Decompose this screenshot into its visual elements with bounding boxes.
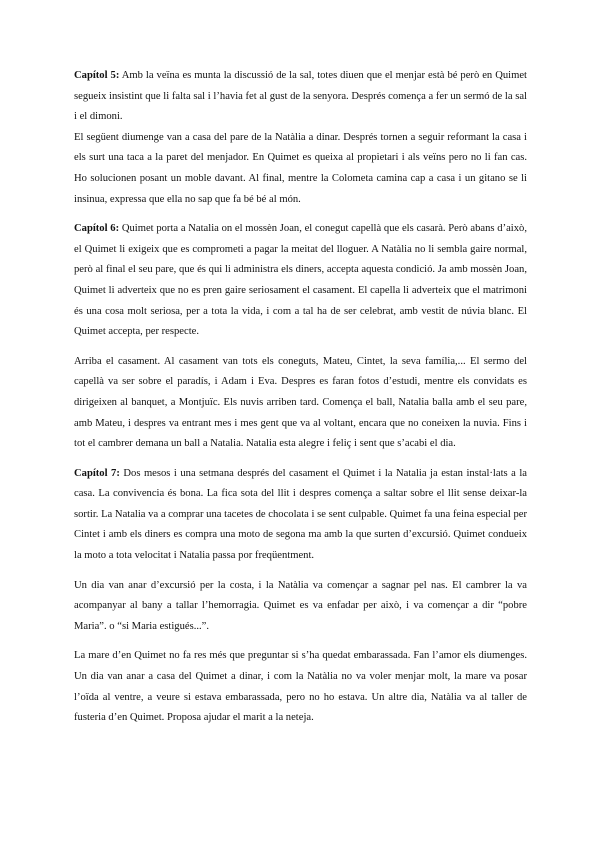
paragraph-4 [74,352,527,455]
document-body [74,66,527,729]
paragraph-text: Dos mesos i una setmana després del casament el Quimet i la Natalia ja estan instal·lats a la casa. La convivencia és bona. La fica sota del llit i despres comença a saltar sobre el llit sense deixar-la sortir. La Natalia va a comprar una tacetes de chocolata i se sent culpable. Quimet fa una feina especial per Cintet i amb els diners es compra una moto de segona ma amb la que surten d’excursió. Quimet condueix la moto a tota velocitat i Natalia passa por freqüentment. [74,467,527,562]
paragraph-3 [74,219,527,343]
paragraph-text: Amb la veïna es munta la discussió de la sal, totes diuen que el menjar està bé però en Quimet segueix insistint que li falta sal i l’havia fet al gust de la senyora. Després comença a fer un sermó de la sal i el dimoni. [74,70,527,123]
paragraph-6 [74,576,527,638]
paragraph-5 [74,464,527,567]
paragraph-7 [74,646,527,728]
paragraph-text: Arriba el casament. Al casament van tots els coneguts, Mateu, Cintet, la seva família,... El sermo del capellà va ser sobre el paradís, i Adam i Eva. Despres es faran fotos d’estudi, mentre els convidats es dirigeixen al banquet, a Montjuïc. Els nuvis arriben tard. Comença el ball, Natalia balla amb el seu pare, amb Mateu, i despres va entrant mes i mes gent que va al voltant, encara que no coneixen la nuvia. Fins i tot el cambrer demana un ball a Natalia. Natalia esta alegre i feliç i sent que s’acabi el dia. [74,355,527,450]
chapter-heading-7: Capítol 7: [74,467,120,479]
paragraph-text: Quimet porta a Natalia on el mossèn Joan, el conegut capellà que els casarà. Però abans d’això, el Quimet li exigeix que es comprometi a pagar la meitat del lloguer. A Natàlia no li sembla gaire normal, però al final el seu pare, que és qui li administra els diners, accepta aquesta condició. Ja amb mossèn Joan, Quimet li adverteix que no es pren gaire seriosament el casament. El capella li adverteix que el matrimoni és una cosa molt seriosa, per a tota la vida, i com a tal ha de ser celebrat, amb vestit de núvia blanc. El Quimet accepta, per respecte. [74,223,527,338]
paragraph-2 [74,128,527,210]
chapter-heading-5: Capítol 5: [74,70,120,81]
paragraph-text: La mare d’en Quimet no fa res més que preguntar si s’ha quedat embarassada. Fan l’amor els diumenges. Un dia van anar a casa del Quimet a dinar, i com la Natàlia no va voler menjar molt, la mare va posar l’oïda al ventre, a veure si estava embarassada, pero no ho estava. Un altre dia, Natàlia va al taller de fusteria d’en Quimet. Proposa ajudar el marit a la neteja. [74,650,527,724]
paragraph-1 [74,66,527,128]
paragraph-text: Un dia van anar d’excursió per la costa, i la Natàlia va començar a sagnar pel nas. El cambrer la va acompanyar al bany a tallar l’hemorragia. Quimet es va enfadar per això, i va començar a dir “pobre Maria”. o “si Maria estigués...”. [74,579,527,632]
chapter-heading-6: Capítol 6: [74,223,120,235]
paragraph-text: El següent diumenge van a casa del pare de la Natàlia a dinar. Després tornen a seguir reformant la casa i els surt una taca a la paret del menjador. En Quimet es queixa al propietari i als veïns pero no li fan cas. Ho solucionen posant un moble davant. Al final, mentre la Colometa camina cap a casa i un gitano se li insinua, expressa que ella no sap que fa bé bé al món. [74,131,527,205]
